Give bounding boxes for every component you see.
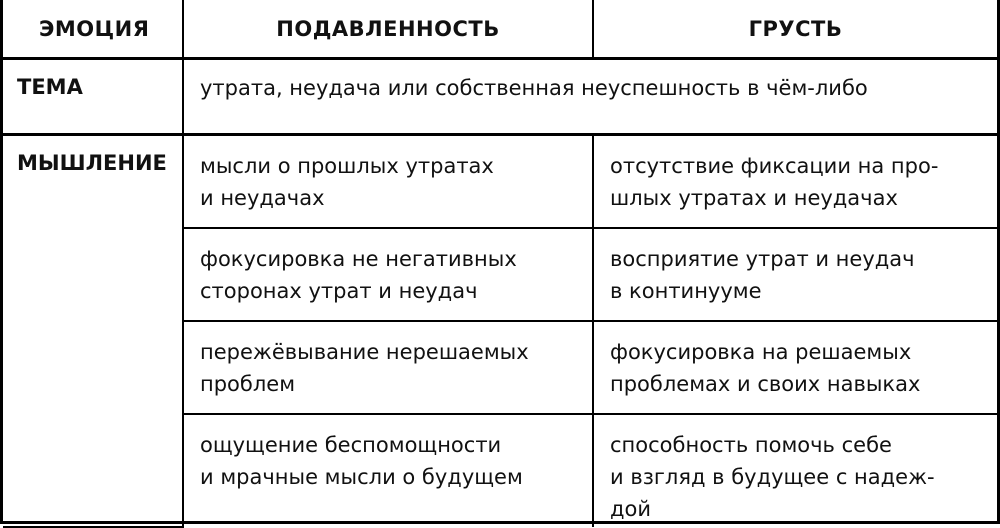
cell-line: ощущение беспомощности <box>200 433 502 457</box>
theme-text-cell <box>183 59 997 135</box>
header-row <box>3 0 997 59</box>
depression-cell <box>183 321 593 414</box>
theme-text: утрата, неудача или собственная неуспешность в чём-либо <box>200 76 868 100</box>
thinking-label: МЫШЛЕНИЕ <box>3 135 183 528</box>
sadness-cell <box>593 228 997 321</box>
cell-line: и мрачные мысли о будущем <box>200 465 523 489</box>
sadness-cell <box>593 414 997 527</box>
theme-label: ТЕМА <box>3 59 183 135</box>
header-emotion: ЭМОЦИЯ <box>3 0 183 59</box>
cell-line: в континууме <box>610 279 762 303</box>
depression-cell <box>183 135 593 229</box>
cell-line: проблемах и своих навыках <box>610 372 921 396</box>
depression-cell <box>183 414 593 527</box>
cell-line: восприятие утрат и неудач <box>610 247 915 271</box>
cell-line: мысли о прошлых утратах <box>200 154 494 178</box>
cell-line: дой <box>610 497 652 521</box>
comparison-table <box>3 0 997 528</box>
cell-line: проблем <box>200 372 296 396</box>
thinking-row <box>3 135 997 229</box>
header-sadness: ГРУСТЬ <box>593 0 997 59</box>
cell-line: и взгляд в будущее с надеж- <box>610 465 935 489</box>
theme-row <box>3 59 997 135</box>
cell-line: шлых утратах и неудачах <box>610 186 898 210</box>
cell-line: фокусировка не негативных <box>200 247 517 271</box>
depression-cell <box>183 228 593 321</box>
cell-line: пережёвывание нерешаемых <box>200 340 529 364</box>
cell-line: сторонах утрат и неудач <box>200 279 478 303</box>
cell-line: фокусировка на решаемых <box>610 340 912 364</box>
sadness-cell <box>593 321 997 414</box>
cell-line: способность помочь себе <box>610 433 892 457</box>
header-depression: ПОДАВЛЕННОСТЬ <box>183 0 593 59</box>
cell-line: отсутствие фиксации на про- <box>610 154 939 178</box>
cell-line: и неудачах <box>200 186 325 210</box>
sadness-cell <box>593 135 997 229</box>
